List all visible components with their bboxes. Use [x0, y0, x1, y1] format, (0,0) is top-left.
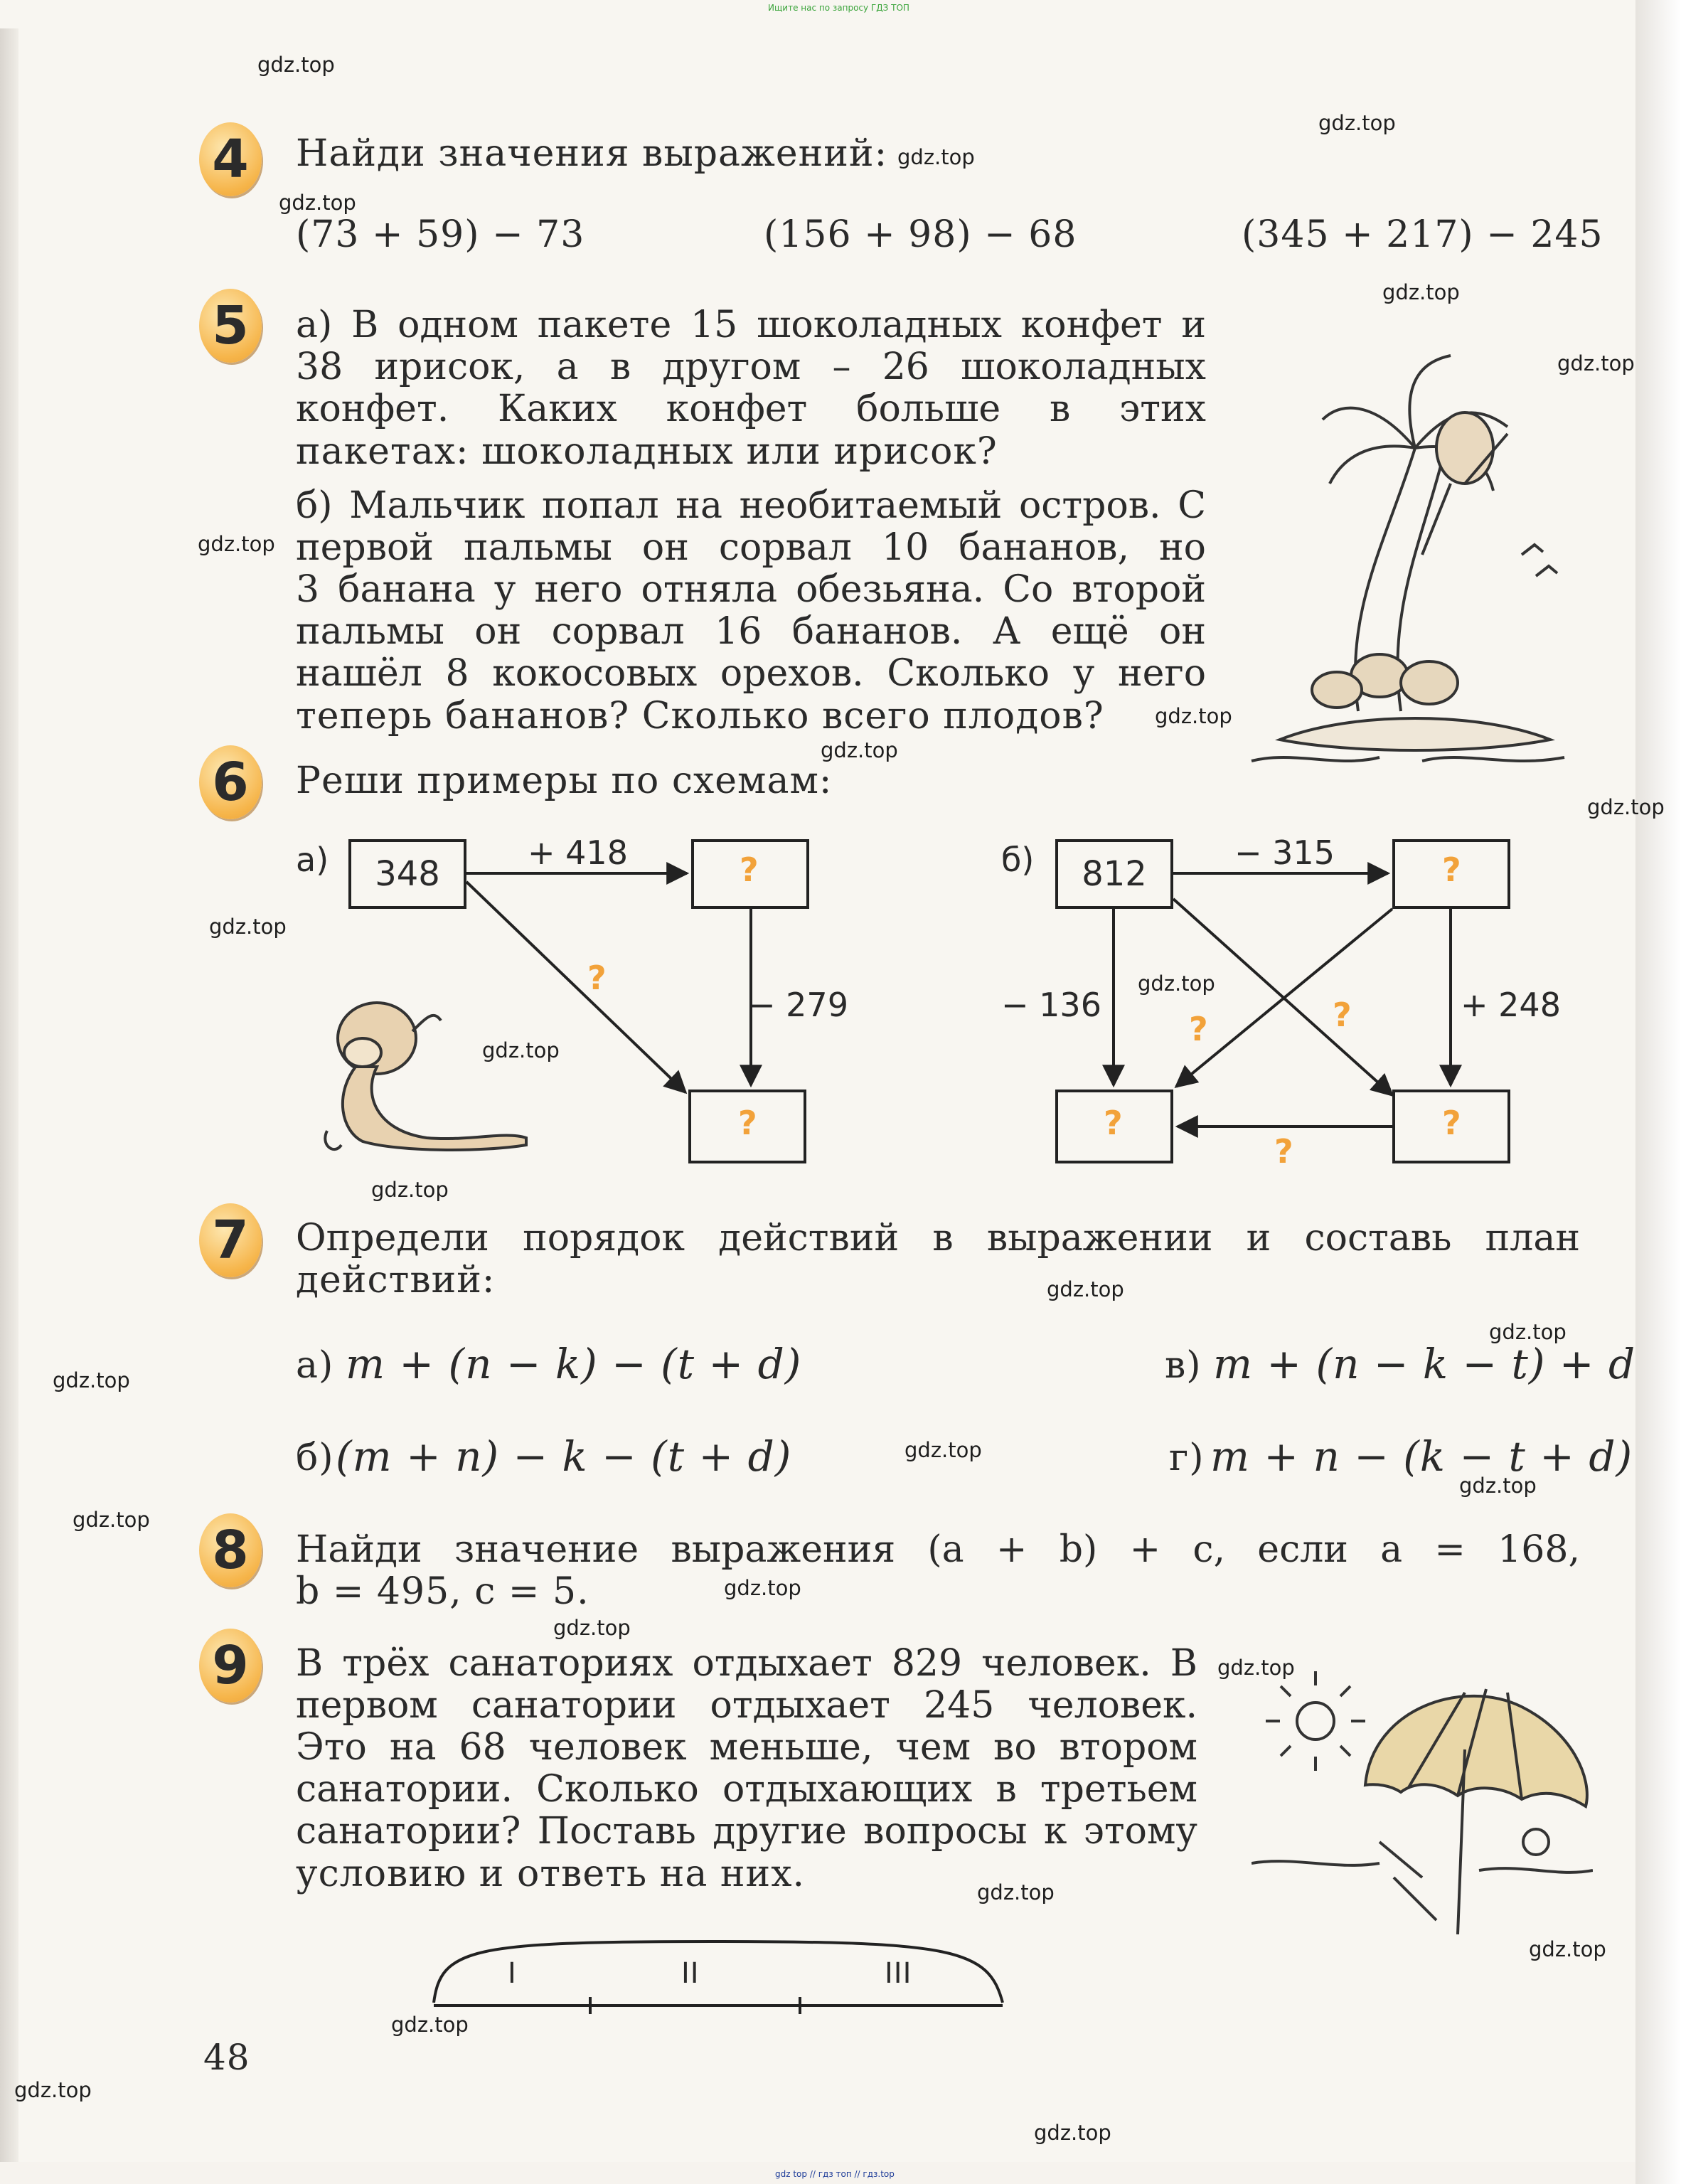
- task-5b-line-6: теперь бананов? Сколько всего плодов?: [296, 695, 1104, 737]
- page-number: 48: [203, 2037, 250, 2078]
- watermark: gdz.top: [1557, 351, 1635, 375]
- scheme-b-start-box: 812: [1055, 839, 1173, 909]
- watermark: gdz.top: [1587, 795, 1665, 819]
- scheme-b-q-6: ?: [1274, 1132, 1293, 1171]
- task-9-line-1: В трёх санаториях отдыхает 829 человек. В: [296, 1642, 1197, 1685]
- task-7g-label: г): [1169, 1437, 1205, 1479]
- scheme-a-start-box: 348: [348, 839, 466, 909]
- scheme-b-op1: − 315: [1234, 833, 1335, 872]
- task-4-expr-1: (73 + 59) − 73: [296, 213, 585, 256]
- scheme-a-op1: + 418: [528, 833, 628, 872]
- watermark: gdz.top: [14, 2078, 92, 2102]
- watermark: gdz.top: [1318, 111, 1396, 135]
- scheme-b-op3: + 248: [1461, 986, 1561, 1024]
- task-9-line-6: условию и ответь на них.: [296, 1853, 806, 1895]
- bottom-banner[interactable]: gdz top // гдз топ // гдз.top: [775, 2169, 895, 2179]
- watermark: gdz.top: [1034, 2121, 1111, 2145]
- task-9-line-4: санатории. Сколько отдыхающих в третьем: [296, 1768, 1197, 1811]
- segment-label-3: III: [885, 1957, 912, 1990]
- task-7b-label: б): [296, 1437, 334, 1479]
- task-8-line-2: b = 495, c = 5.: [296, 1570, 589, 1613]
- watermark: gdz.top: [1489, 1320, 1567, 1344]
- scheme-b-q-5: ?: [1333, 996, 1352, 1034]
- top-banner[interactable]: Ищите нас по запросу ГДЗ ТОП: [768, 3, 909, 13]
- task-5a-line-4: пакетах: шоколадных или ирисок?: [296, 430, 998, 473]
- scheme-a-op2: − 279: [748, 986, 848, 1024]
- scheme-a-q-3: ?: [587, 959, 607, 997]
- watermark: gdz.top: [53, 1368, 130, 1392]
- task-7-badge: 7: [199, 1203, 262, 1277]
- watermark: gdz.top: [482, 1038, 560, 1062]
- task-7a-label: а): [296, 1344, 334, 1387]
- task-5b-line-4: пальмы он сорвал 16 бананов. А ещё он: [296, 610, 1206, 653]
- watermark: gdz.top: [1382, 280, 1460, 304]
- task-7b-expr: (m + n) − k − (t + d): [336, 1432, 792, 1481]
- watermark: gdz.top: [724, 1576, 801, 1600]
- segment-label-2: II: [681, 1957, 700, 1990]
- watermark: gdz.top: [279, 191, 356, 215]
- task-9-line-3: Это на 68 человек меньше, чем во втором: [296, 1726, 1197, 1769]
- beach-illustration: [1252, 1664, 1593, 1934]
- watermark: gdz.top: [977, 1880, 1055, 1905]
- scheme-b-q-4: ?: [1189, 1010, 1208, 1048]
- watermark: gdz.top: [1217, 1656, 1295, 1680]
- scheme-a-label: а): [296, 841, 329, 879]
- scheme-a-q-2: ?: [738, 1104, 757, 1142]
- watermark: gdz.top: [904, 1438, 982, 1462]
- task-5a-line-2: 38 ирисок, а в другом – 26 шоколадных: [296, 346, 1206, 388]
- task-5a-line-3: конфет. Каких конфет больше в этих: [296, 388, 1206, 430]
- watermark: gdz.top: [209, 915, 287, 939]
- task-6-title: Реши примеры по схемам:: [296, 760, 833, 802]
- task-7v-label: в): [1165, 1344, 1202, 1387]
- watermark: gdz.top: [553, 1616, 631, 1640]
- task-5b-line-1: б) Мальчик попал на необитаемый остров. С: [296, 484, 1206, 527]
- task-9-line-5: санатории? Поставь другие вопросы к этому: [296, 1810, 1197, 1853]
- task-7-line-2: действий:: [296, 1259, 496, 1301]
- watermark: gdz.top: [1529, 1937, 1606, 1961]
- watermark: gdz.top: [1459, 1474, 1537, 1498]
- task-6-badge: 6: [199, 745, 262, 819]
- task-8-line-1: Найди значение выражения (a + b) + c, если a = 168,: [296, 1528, 1580, 1571]
- task-5b-line-3: 3 банана у него отняла обезьяна. Со второй: [296, 568, 1206, 611]
- task-5-badge: 5: [199, 289, 262, 363]
- task-5b-line-2: первой пальмы он сорвал 10 бананов, но: [296, 526, 1206, 569]
- task-8-badge: 8: [199, 1513, 262, 1587]
- task-7g-expr: m + n − (k − t + d): [1210, 1432, 1633, 1481]
- segment-label-1: I: [508, 1957, 517, 1990]
- watermark: gdz.top: [198, 532, 275, 556]
- watermark: gdz.top: [1155, 704, 1232, 728]
- watermark: gdz.top: [257, 53, 335, 77]
- task-4-expr-2: (156 + 98) − 68: [764, 213, 1077, 256]
- watermark: gdz.top: [1138, 971, 1215, 996]
- monkey-illustration: [313, 989, 555, 1159]
- task-5b-line-5: нашёл 8 кокосовых орехов. Сколько у него: [296, 652, 1206, 695]
- watermark: gdz.top: [391, 2013, 469, 2037]
- scheme-b-q-3: ?: [1442, 1104, 1461, 1142]
- scheme-b-label: б): [1001, 841, 1035, 879]
- watermark: gdz.top: [821, 738, 898, 762]
- watermark: gdz.top: [897, 145, 975, 169]
- watermark: gdz.top: [73, 1508, 150, 1532]
- task-9-line-2: первом санатории отдыхает 245 человек.: [296, 1684, 1197, 1727]
- scheme-b-op2: − 136: [1001, 986, 1101, 1024]
- watermark: gdz.top: [371, 1178, 449, 1202]
- scheme-b-q-1: ?: [1442, 851, 1461, 889]
- scheme-b-q-2: ?: [1104, 1104, 1123, 1142]
- watermark: gdz.top: [1047, 1277, 1124, 1301]
- task-7a-expr: m + (n − k) − (t + d): [346, 1340, 802, 1388]
- scheme-a-q-1: ?: [740, 851, 759, 889]
- task-5a-line-1: а) В одном пакете 15 шоколадных конфет и: [296, 304, 1206, 346]
- task-4-title: Найди значения выражений:: [296, 132, 888, 175]
- task-7v-expr: m + (n − k − t) + d: [1213, 1340, 1636, 1388]
- task-9-badge: 9: [199, 1629, 262, 1703]
- task-4-badge: 4: [199, 122, 262, 196]
- task-4-expr-3: (345 + 217) − 245: [1242, 213, 1603, 256]
- task-7-line-1: Определи порядок действий в выражении и составь план: [296, 1217, 1580, 1259]
